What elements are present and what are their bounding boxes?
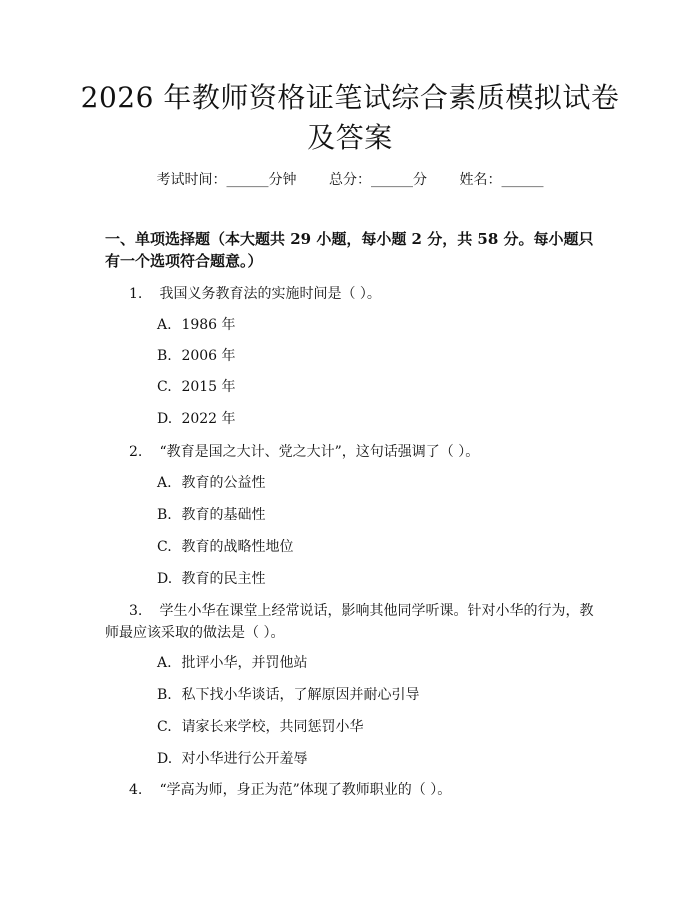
option-text: 教育的战略性地位 (181, 539, 294, 555)
option-1d (157, 409, 236, 429)
option-2c (157, 537, 293, 557)
option-2a (157, 473, 265, 493)
option-2b (157, 505, 265, 525)
option-text: 批评小华，并罚他站 (181, 655, 308, 671)
question-number: 2. (129, 444, 143, 460)
option-letter: D. (157, 411, 173, 427)
option-text: 请家长来学校，共同惩罚小华 (181, 719, 364, 735)
option-letter: C. (157, 539, 172, 555)
exam-meta (0, 170, 700, 190)
question-1 (105, 283, 605, 305)
option-letter: B. (157, 687, 172, 703)
question-4 (105, 779, 605, 801)
option-letter: A. (157, 317, 172, 333)
option-1b (157, 346, 236, 366)
option-text: 教育的公益性 (181, 475, 266, 491)
option-letter: D. (157, 751, 173, 767)
question-text: 学生小华在课堂上经常说话，影响其他同学听课。针对小华的行为，教师最应该采取的做法是（ ）。 (105, 603, 594, 641)
option-letter: A. (157, 475, 172, 491)
option-text: 教育的民主性 (181, 571, 266, 587)
question-text: “教育是国之大计、党之大计”，这句话强调了（ ）。 (159, 444, 480, 460)
option-text: 1986 年 (181, 317, 236, 333)
option-letter: C. (157, 379, 172, 395)
option-3b (157, 685, 419, 705)
option-1a (157, 315, 236, 335)
option-letter: B. (157, 507, 172, 523)
option-3d (157, 749, 307, 769)
option-letter: C. (157, 719, 172, 735)
section-heading: 一、单项选择题（本大题共 29 小题，每小题 2 分，共 58 分。每小题只有一个选项符合题意。） (105, 230, 594, 270)
question-number: 4. (129, 782, 143, 798)
option-3a (157, 653, 307, 673)
question-3 (105, 600, 605, 644)
option-text: 私下找小华谈话，了解原因并耐心引导 (181, 687, 420, 703)
option-text: 2022 年 (181, 411, 236, 427)
question-text: 我国义务教育法的实施时间是（ ）。 (159, 286, 381, 302)
question-2 (105, 441, 605, 463)
question-number: 1. (129, 286, 143, 302)
page-title: 2026 年教师资格证笔试综合素质模拟试卷及答案 (80, 81, 620, 154)
option-text: 教育的基础性 (181, 507, 266, 523)
option-text: 2015 年 (181, 379, 236, 395)
option-letter: D. (157, 571, 173, 587)
option-text: 2006 年 (181, 348, 236, 364)
option-1c (157, 377, 236, 397)
option-letter: B. (157, 348, 172, 364)
question-text: “学高为师，身正为范”体现了教师职业的（ ）。 (159, 782, 452, 798)
option-letter: A. (157, 655, 172, 671)
exam-time: 考试时间：______分钟 (156, 172, 297, 188)
option-3c (157, 717, 363, 737)
question-number: 3. (129, 603, 143, 619)
exam-score: 总分：______分 (329, 172, 427, 188)
exam-name: 姓名：______ (459, 172, 544, 188)
option-text: 对小华进行公开羞辱 (181, 751, 308, 767)
option-2d (157, 569, 265, 589)
